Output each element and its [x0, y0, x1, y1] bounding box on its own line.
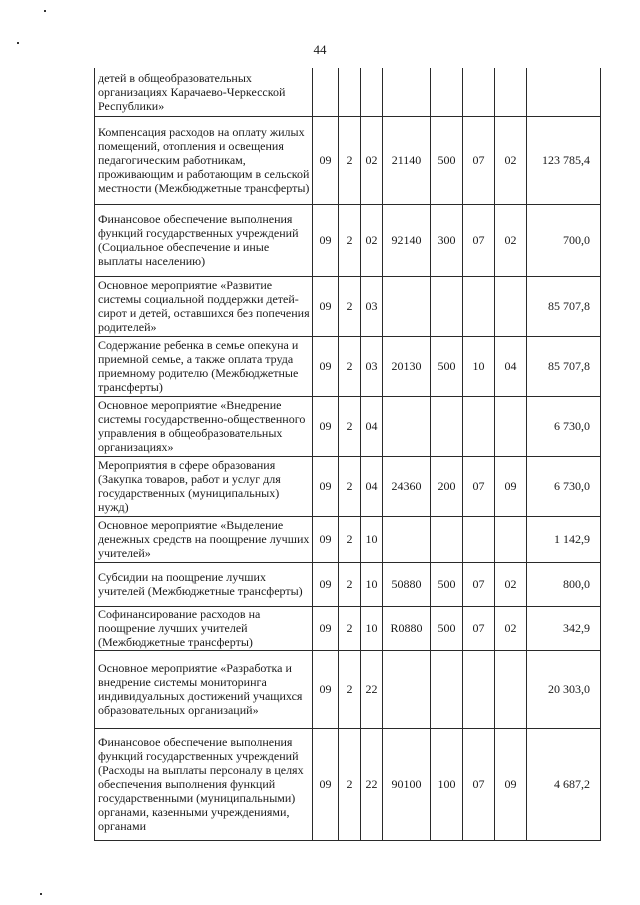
row-description: Финансовое обеспечение выполнения функций государственных учреждений (Социальное обеспечение и иные выплаты населению) — [95, 204, 313, 276]
row-code-c4: 90100 — [383, 728, 431, 840]
row-code-c5: 100 — [431, 728, 463, 840]
row-code-c2: 2 — [339, 336, 361, 396]
scan-mark — [44, 10, 46, 12]
table-row — [95, 728, 601, 840]
row-code-c4: 20130 — [383, 336, 431, 396]
table-row — [95, 650, 601, 728]
row-code-c2: 2 — [339, 456, 361, 516]
row-code-c7 — [495, 396, 527, 456]
budget-table — [94, 68, 601, 841]
row-code-c3: 03 — [361, 336, 383, 396]
row-code-c3: 10 — [361, 516, 383, 562]
row-code-c1: 09 — [313, 204, 339, 276]
row-code-c1: 09 — [313, 276, 339, 336]
row-code-c1 — [313, 68, 339, 116]
row-code-c3: 03 — [361, 276, 383, 336]
row-code-c6: 07 — [463, 606, 495, 650]
row-code-c7 — [495, 68, 527, 116]
scan-mark — [40, 893, 42, 895]
row-code-c4: 24360 — [383, 456, 431, 516]
row-amount: 85 707,8 — [527, 276, 601, 336]
row-amount: 6 730,0 — [527, 456, 601, 516]
row-amount: 6 730,0 — [527, 396, 601, 456]
row-description: детей в общеобразовательных организациях Карачаево-Черкесской Республики» — [95, 68, 313, 116]
row-code-c5 — [431, 68, 463, 116]
row-description: Мероприятия в сфере образования (Закупка товаров, работ и услуг для государственных (муниципальных) нужд) — [95, 456, 313, 516]
table-row — [95, 336, 601, 396]
row-code-c5 — [431, 516, 463, 562]
row-code-c6: 07 — [463, 456, 495, 516]
row-code-c7: 02 — [495, 116, 527, 204]
table-body — [95, 68, 601, 840]
row-code-c4 — [383, 516, 431, 562]
row-code-c3: 22 — [361, 650, 383, 728]
table-row — [95, 116, 601, 204]
row-code-c1: 09 — [313, 336, 339, 396]
row-code-c2: 2 — [339, 116, 361, 204]
row-code-c3 — [361, 68, 383, 116]
row-amount: 800,0 — [527, 562, 601, 606]
row-code-c1: 09 — [313, 650, 339, 728]
row-description: Основное мероприятие «Выделение денежных средств на поощрение лучших учителей» — [95, 516, 313, 562]
row-code-c6 — [463, 396, 495, 456]
row-amount: 85 707,8 — [527, 336, 601, 396]
row-amount: 123 785,4 — [527, 116, 601, 204]
row-code-c5: 500 — [431, 116, 463, 204]
row-code-c2: 2 — [339, 606, 361, 650]
row-code-c2: 2 — [339, 562, 361, 606]
table-row — [95, 562, 601, 606]
row-code-c5 — [431, 396, 463, 456]
row-code-c7: 02 — [495, 562, 527, 606]
row-code-c7: 04 — [495, 336, 527, 396]
row-code-c3: 22 — [361, 728, 383, 840]
row-description: Софинансирование расходов на поощрение лучших учителей (Межбюджетные трансферты) — [95, 606, 313, 650]
row-code-c4 — [383, 68, 431, 116]
row-code-c5: 500 — [431, 336, 463, 396]
row-code-c3: 10 — [361, 606, 383, 650]
table-row — [95, 396, 601, 456]
row-code-c1: 09 — [313, 456, 339, 516]
row-code-c3: 10 — [361, 562, 383, 606]
row-code-c6 — [463, 276, 495, 336]
row-code-c4: R0880 — [383, 606, 431, 650]
row-code-c2: 2 — [339, 516, 361, 562]
row-description: Содержание ребенка в семье опекуна и приемной семье, а также оплата труда приемному родителю (Межбюджетные трансферты) — [95, 336, 313, 396]
row-code-c6 — [463, 650, 495, 728]
table-row — [95, 456, 601, 516]
row-code-c3: 02 — [361, 204, 383, 276]
row-code-c5: 200 — [431, 456, 463, 516]
table-row — [95, 68, 601, 116]
table-row — [95, 516, 601, 562]
row-code-c7 — [495, 276, 527, 336]
row-code-c6: 07 — [463, 728, 495, 840]
row-code-c7: 02 — [495, 204, 527, 276]
row-code-c1: 09 — [313, 516, 339, 562]
row-code-c2: 2 — [339, 728, 361, 840]
row-code-c1: 09 — [313, 396, 339, 456]
table-row — [95, 204, 601, 276]
row-description: Основное мероприятие «Разработка и внедрение системы мониторинга индивидуальных достижений учащихся образовательных организаций» — [95, 650, 313, 728]
row-code-c1: 09 — [313, 116, 339, 204]
row-code-c6: 07 — [463, 562, 495, 606]
row-code-c1: 09 — [313, 606, 339, 650]
row-code-c5 — [431, 650, 463, 728]
row-code-c1: 09 — [313, 562, 339, 606]
row-description: Основное мероприятие «Развитие системы социальной поддержки детей-сирот и детей, оставшихся без попечения родителей» — [95, 276, 313, 336]
row-code-c7: 09 — [495, 728, 527, 840]
row-code-c3: 04 — [361, 456, 383, 516]
table-row — [95, 606, 601, 650]
row-code-c3: 02 — [361, 116, 383, 204]
row-code-c2 — [339, 68, 361, 116]
row-code-c5: 500 — [431, 562, 463, 606]
row-code-c5 — [431, 276, 463, 336]
row-code-c2: 2 — [339, 204, 361, 276]
row-code-c6: 07 — [463, 116, 495, 204]
row-code-c4 — [383, 396, 431, 456]
row-code-c4 — [383, 276, 431, 336]
row-description: Субсидии на поощрение лучших учителей (Межбюджетные трансферты) — [95, 562, 313, 606]
row-description: Компенсация расходов на оплату жилых помещений, отопления и освещения педагогическим работникам, проживающим и работающим в сельской местности (Межбюджетные трансферты) — [95, 116, 313, 204]
row-code-c1: 09 — [313, 728, 339, 840]
row-code-c4: 50880 — [383, 562, 431, 606]
row-amount: 1 142,9 — [527, 516, 601, 562]
row-code-c6: 10 — [463, 336, 495, 396]
row-code-c2: 2 — [339, 276, 361, 336]
row-code-c6 — [463, 68, 495, 116]
page-number: 44 — [313, 42, 327, 57]
row-code-c4: 21140 — [383, 116, 431, 204]
row-code-c2: 2 — [339, 650, 361, 728]
row-amount: 700,0 — [527, 204, 601, 276]
row-amount: 342,9 — [527, 606, 601, 650]
row-description: Финансовое обеспечение выполнения функций государственных учреждений (Расходы на выплаты персоналу в целях обеспечения выполнения функций государственными (муниципальными) органами, казенными учреждениями, органами — [95, 728, 313, 840]
row-description: Основное мероприятие «Внедрение системы государственно-общественного управления в общеобразовательных организациях» — [95, 396, 313, 456]
row-code-c5: 300 — [431, 204, 463, 276]
row-amount: 20 303,0 — [527, 650, 601, 728]
row-code-c2: 2 — [339, 396, 361, 456]
row-amount — [527, 68, 601, 116]
row-code-c7 — [495, 516, 527, 562]
row-code-c7 — [495, 650, 527, 728]
row-code-c4: 92140 — [383, 204, 431, 276]
table-row — [95, 276, 601, 336]
row-amount: 4 687,2 — [527, 728, 601, 840]
row-code-c3: 04 — [361, 396, 383, 456]
row-code-c6: 07 — [463, 204, 495, 276]
row-code-c7: 09 — [495, 456, 527, 516]
row-code-c6 — [463, 516, 495, 562]
row-code-c5: 500 — [431, 606, 463, 650]
row-code-c4 — [383, 650, 431, 728]
row-code-c7: 02 — [495, 606, 527, 650]
